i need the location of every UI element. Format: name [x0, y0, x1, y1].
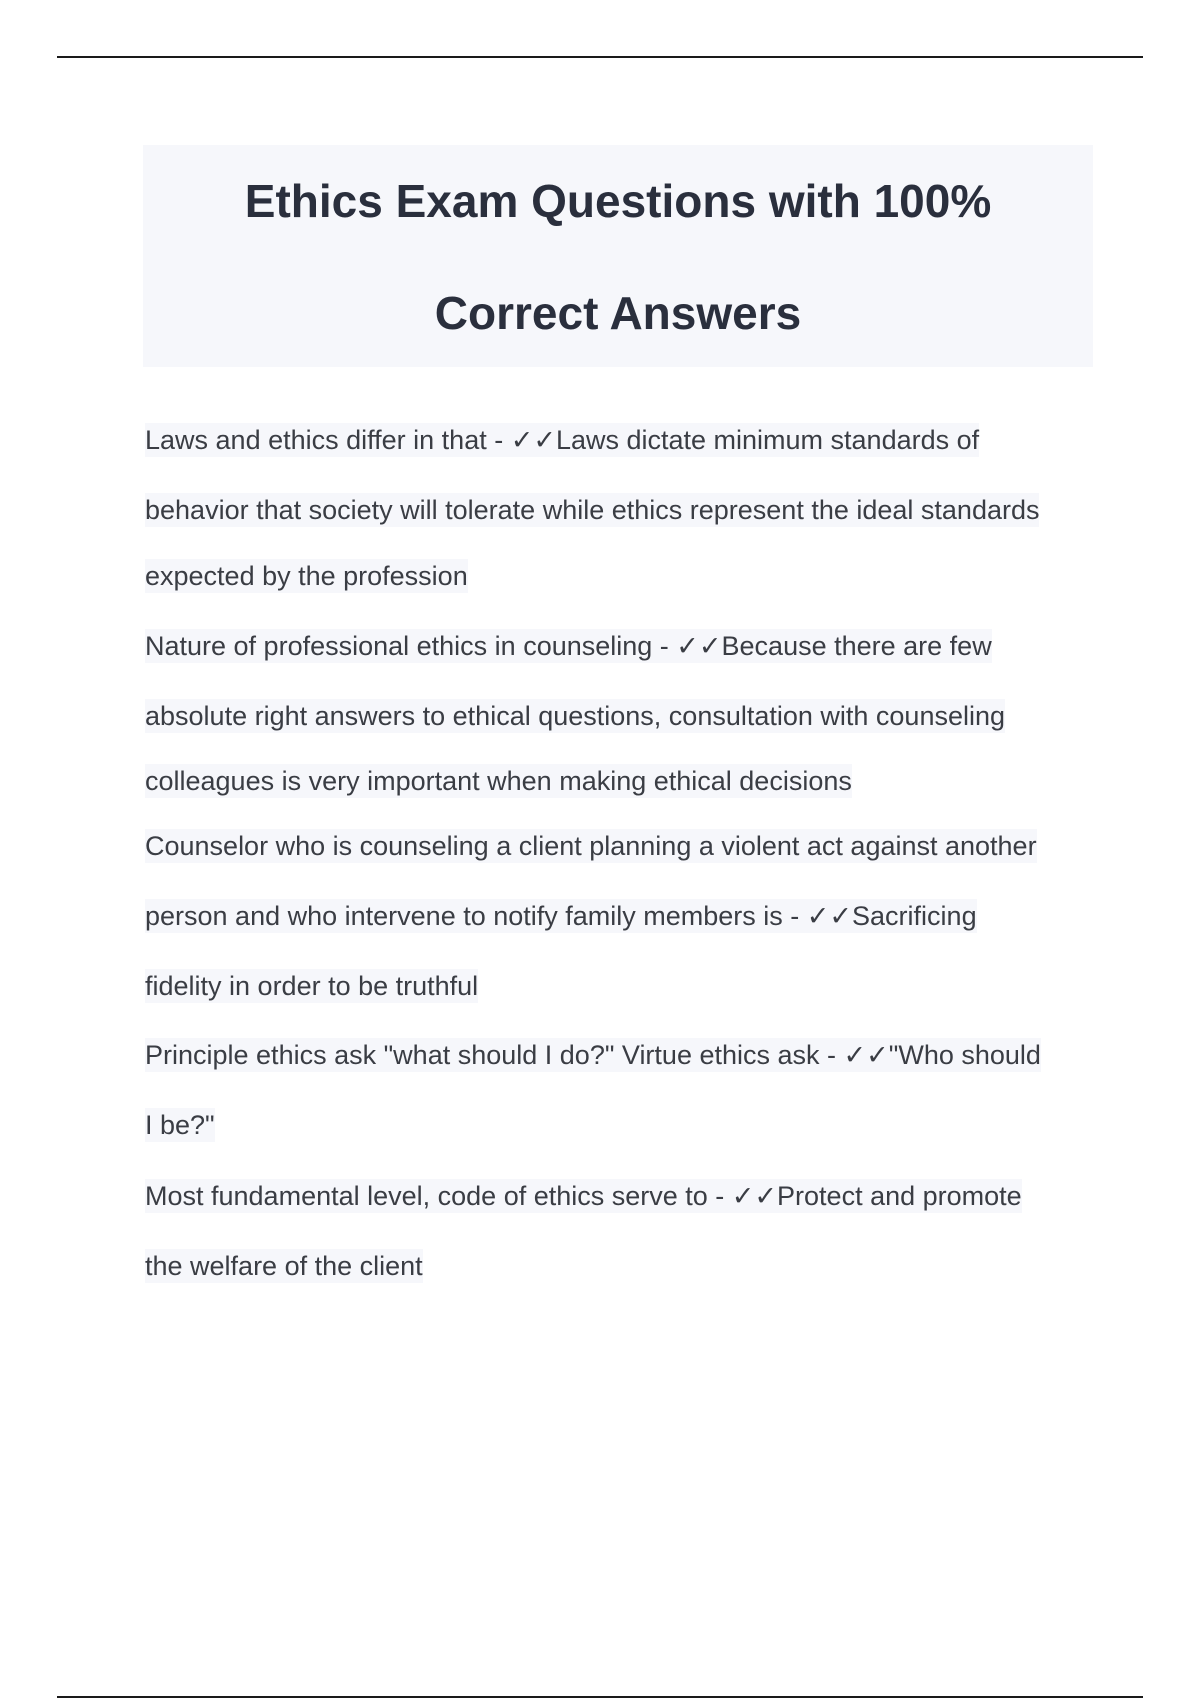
text-line: I be?": [145, 1110, 215, 1140]
text-line: Principle ethics ask "what should I do?" Virtue ethics ask - ✓✓"Who should: [145, 1040, 1041, 1070]
text-line: Nature of professional ethics in counseling - ✓✓Because there are few: [145, 631, 992, 661]
text-line: the welfare of the client: [145, 1251, 423, 1281]
text-line: Laws and ethics differ in that - ✓✓Laws dictate minimum standards of: [145, 425, 980, 455]
text-line: absolute right answers to ethical questions, consultation with counseling: [145, 701, 1006, 731]
text-line: Counselor who is counseling a client planning a violent act against another: [145, 831, 1037, 861]
text-line: behavior that society will tolerate while ethics represent the ideal standards: [145, 495, 1040, 525]
text-line: colleagues is very important when making ethical decisions: [145, 766, 852, 796]
title-box: [143, 145, 1093, 367]
page-title: [143, 145, 1093, 369]
text-line: Most fundamental level, code of ethics serve to - ✓✓Protect and promote: [145, 1181, 1022, 1211]
page-title-line-1: Ethics Exam Questions with 100%: [244, 175, 992, 227]
text-line: expected by the profession: [145, 561, 468, 591]
text-line: person and who intervene to notify family members is - ✓✓Sacrificing: [145, 901, 977, 931]
bottom-rule: [57, 1696, 1143, 1698]
page-title-line-2: Correct Answers: [434, 287, 802, 339]
text-line: fidelity in order to be truthful: [145, 971, 479, 1001]
top-rule: [57, 56, 1143, 58]
